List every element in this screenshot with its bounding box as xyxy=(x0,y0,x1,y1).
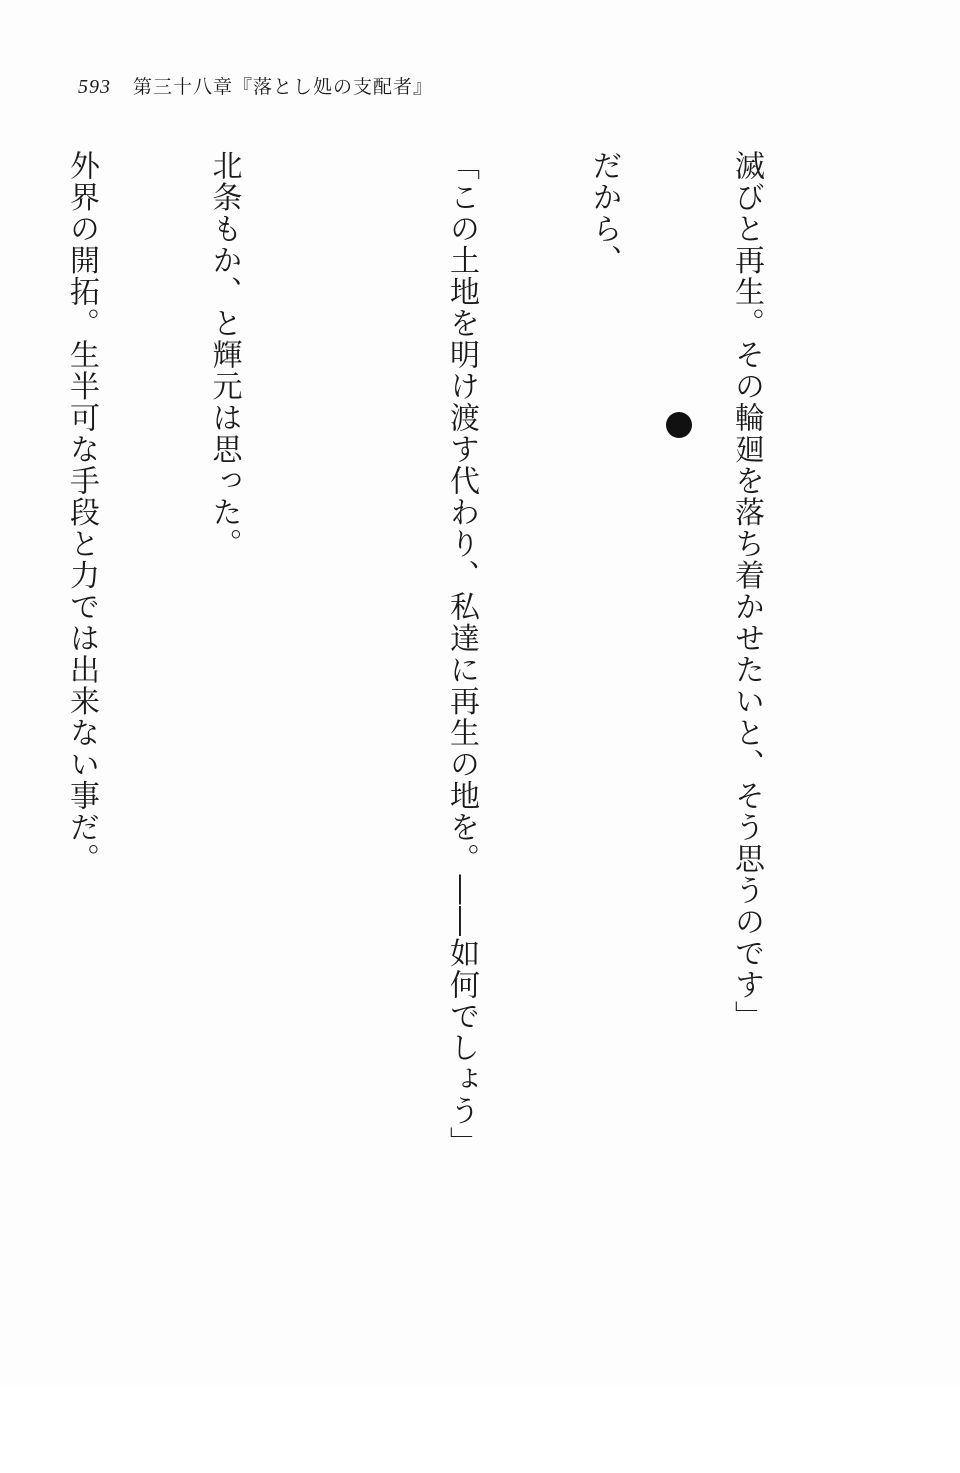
text-line: 滅びと再生。その輪廻を落ち着かせたいと、そう思うのです」 xyxy=(729,150,764,1032)
text-line: 外界の開拓。生半可な手段と力では出来ない事だ。 xyxy=(64,150,99,875)
page-header xyxy=(78,72,433,99)
text-line: だから、 xyxy=(586,150,622,276)
page-number: 593 xyxy=(78,76,111,98)
chapter-title: 第三十八章『落とし処の支配者』 xyxy=(133,76,434,98)
vertical-text-body xyxy=(0,150,865,1340)
text-line: 「この土地を明け渡す代わり、私達に再生の地を。――如何でしょう」 xyxy=(444,150,479,1158)
text-line: 北条もか、と輝元は思った。 xyxy=(206,150,242,560)
